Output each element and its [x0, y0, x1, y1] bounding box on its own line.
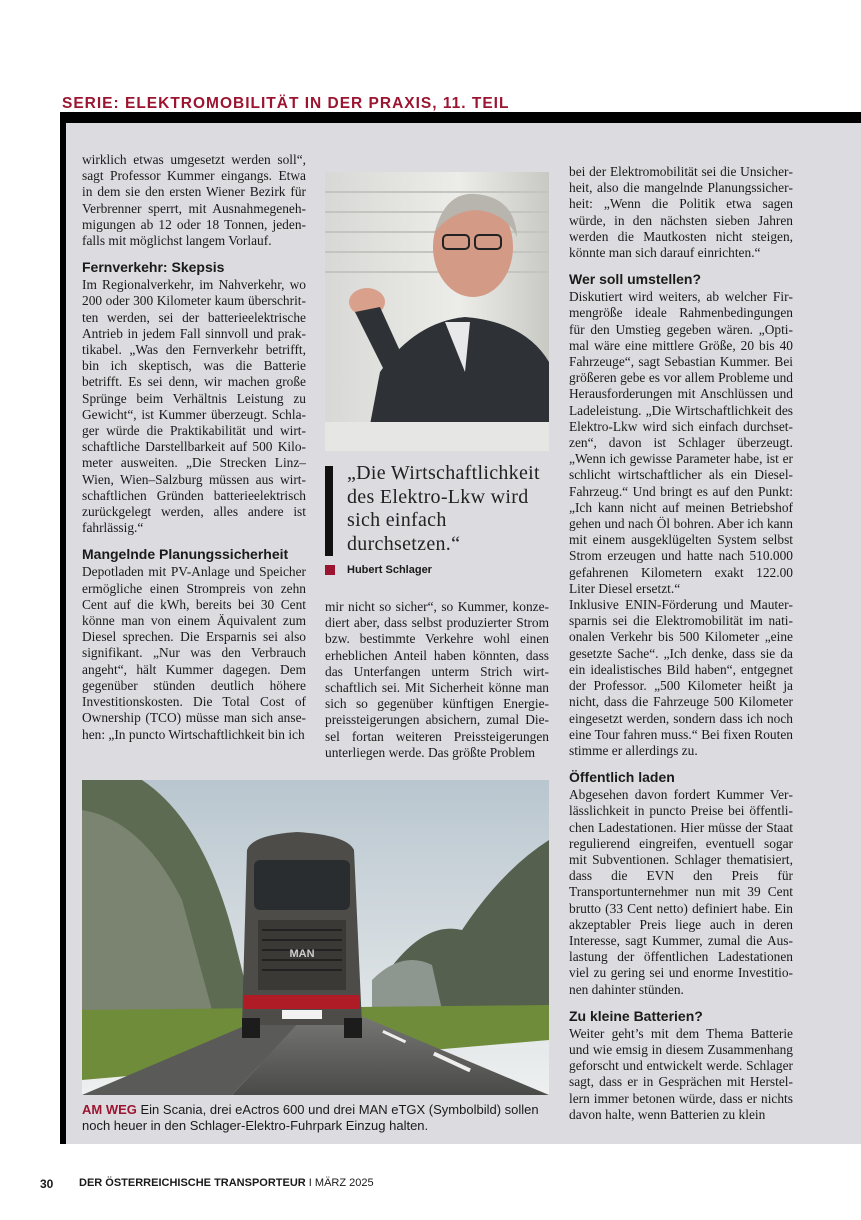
- issue-date: MÄRZ 2025: [314, 1177, 374, 1189]
- footer-separator: I: [305, 1177, 315, 1189]
- subheading: Wer soll umstellen?: [569, 271, 701, 288]
- caption-text: Ein Scania, drei eActros 600 und drei MAN eTGX (Symbolbild) sollen noch heuer in den Schlager-Elektro-Fuhrpark Einzug halten.: [82, 1102, 539, 1133]
- quote-author: Hubert Schlager: [347, 564, 432, 576]
- quote-attribution: [347, 564, 549, 578]
- magazine-name: DER ÖSTERREICHISCHE TRANSPORTEUR: [79, 1177, 306, 1189]
- truck-brand-logo: MAN: [289, 948, 315, 960]
- paragraph: Depotladen mit PV-Anlage und Speicher ermögliche einen Strompreis von zehn Cent auf die kWh, bereits bei 30 Cent könne man von einem Äquivalent zum Diesel sprechen. Die Ersparnis sei also signifikant. „Nur was den Verbrauch angeht“, hält Kummer dagegen. Dem gegenüber stünden deutlich höhere Investitionskosten. Die Total Cost of Ownership (TCO) müsse man sich ansehen: „In puncto Wirtschaftlichkeit bin ich: [82, 564, 306, 742]
- column-2: [325, 599, 549, 761]
- quote-marker: [325, 565, 335, 575]
- portrait-photo: [325, 172, 549, 451]
- quote-bar: [325, 466, 333, 556]
- subheading: Mangelnde Planungssicherheit: [82, 546, 289, 563]
- paragraph: bei der Elektromobilität sei die Unsicherheit, also die mangelnde Planungssicherheit: „Wenn die Politik etwa sagen würde, in den nächsten sieben Jahren werden die Mautkosten nicht steigen, könnte man sich darauf einrichten.“: [569, 164, 793, 261]
- quote-text: „Die Wirtschaftlichkeit des Elektro-Lkw wird sich einfach durchsetzen.“: [347, 462, 540, 555]
- footer-publication: [79, 1177, 374, 1189]
- subheading: Öffentlich laden: [569, 769, 675, 786]
- column-3: [569, 164, 793, 1123]
- photo-caption: [82, 1102, 552, 1134]
- pull-quote: [325, 462, 549, 578]
- paragraph: wirklich etwas umgesetzt werden soll“, sagt Professor Kummer eingangs. Etwa in dem sie den ersten Wiener Bezirk für Verbrenner sperrt, mit Ausnahmegenehmigungen ab 12 oder 18 Tonnen, jedenfalls mit möglichst langem Vorlauf.: [82, 152, 306, 249]
- middle-column-flow: [325, 462, 549, 761]
- paragraph: mir nicht so sicher“, so Kummer, konzediert aber, dass selbst produzierter Strom bzw. bestimmte Verkehre wohl einen erheblichen Anteil haben könnten, dass das Unterfangen unterm Strich wirtschaftlich sei. Mit Sicherheit könne man sich so gegenüber künftigen Energiepreissteigerungen absichern, zumal Diesel fortan weiteren Preissteigerungen unterliegen werde. Das größte Problem: [325, 599, 549, 760]
- column-1: [82, 152, 306, 743]
- caption-label: AM WEG: [82, 1102, 137, 1117]
- paragraph: Inklusive ENIN-Förderung und Mautersparnis sei die Elektromobilität im nationalen Verkehr bis 500 Kilometer „eine gesetzte Sache“. „Ich denke, dass sie da ein idealistisches Bild haben“, entgegnet der Professor. „500 Kilometer heißt ja nicht, dass die Fahrzeuge 500 Kilometer eingesetzt werden, sondern dass ich noch eine Tour fahren muss.“ Bei fixen Routen stimme er allerdings zu.: [569, 597, 793, 758]
- paragraph: Abgesehen davon fordert Kummer Verlässlichkeit in puncto Preise bei öffentlichen Ladestationen. Hier müsse der Staat regulierend eingreifen, eventuell sogar mit Subventionen. Schlager thematisiert, dass die EVN den Preis für Transportunternehmer nun mit 39 Cent brutto (33 Cent netto) definiert habe. Ein akzeptabler Preis liege auch in deren Interesse, sagt Kummer, zumal die Auslastung der öffentlichen Ladestationen viel zu gering sei und enorme Investitionen dahinter stünden.: [569, 787, 793, 997]
- page-number: 30: [40, 1177, 54, 1191]
- subheading: Fernverkehr: Skepsis: [82, 259, 225, 276]
- paragraph: Im Regionalverkehr, im Nahverkehr, wo 200 oder 300 Kilometer kaum überschritten werden, sei der batterieelektrische Antrieb in jedem Fall sinnvoll und praktikabel. „Was den Fernverkehr betrifft, bin ich skeptisch, was die Batterie betrifft. Es sei denn, wir machen große Sprünge beim Verhältnis Leistung zu Gewicht“, ist Kummer überzeugt. Schlager würde die Praktikabilität und wirtschaftliche Darstellbarkeit auf 500 Kilometer ausweiten. „Die Strecken Linz–Wien, Wien–Salzburg müssen aus wirtschaftlichen Gründen batterieelektrisch zurückgelegt werden, alles andere ist fahrlässig.“: [82, 277, 306, 536]
- series-kicker: SERIE: ELEKTROMOBILITÄT IN DER PRAXIS, 11. TEIL: [62, 95, 510, 112]
- paragraph: Weiter geht’s mit dem Thema Batterie und wie emsig in diesem Zusammenhang geforscht und entwickelt werde. Schlager sagt, dass er in Gesprächen mit Herstellern immer betonen würde, dass er nichts davon halte, wenn Batterien zu klein: [569, 1025, 793, 1122]
- truck-photo: [82, 780, 549, 1095]
- subheading: Zu kleine Batterien?: [569, 1007, 703, 1024]
- paragraph: Diskutiert wird weiters, ab welcher Firmengröße ideale Rahmenbedingungen für den Umstieg gegeben wären. „Optimal wäre eine mittlere Größe, 20 bis 40 Fahrzeuge“, sagt Sebastian Kummer. Bei größeren gebe es vor allem Probleme und Herausforderungen mit Anschlüssen und Ladeleistung. „Die Wirtschaftlichkeit des Elektro-Lkw wird sich einfach durchsetzen“, davon ist Schlager überzeugt. „Wenn ich gewisse Parameter habe, ist er schlicht wirtschaftlicher als ein Diesel-Fahrzeug.“ Und bringt es auf den Punkt: „Ich kann nicht auf meinen Betriebshof gehen und nach Öl bohren. Aber ich kann mit einem ausgeklügelten System selbst Strom erzeugen und hatte nach 510.000 gefahrenen Kilometern exakt 122.00 Liter Diesel ersetzt.“: [569, 289, 793, 596]
